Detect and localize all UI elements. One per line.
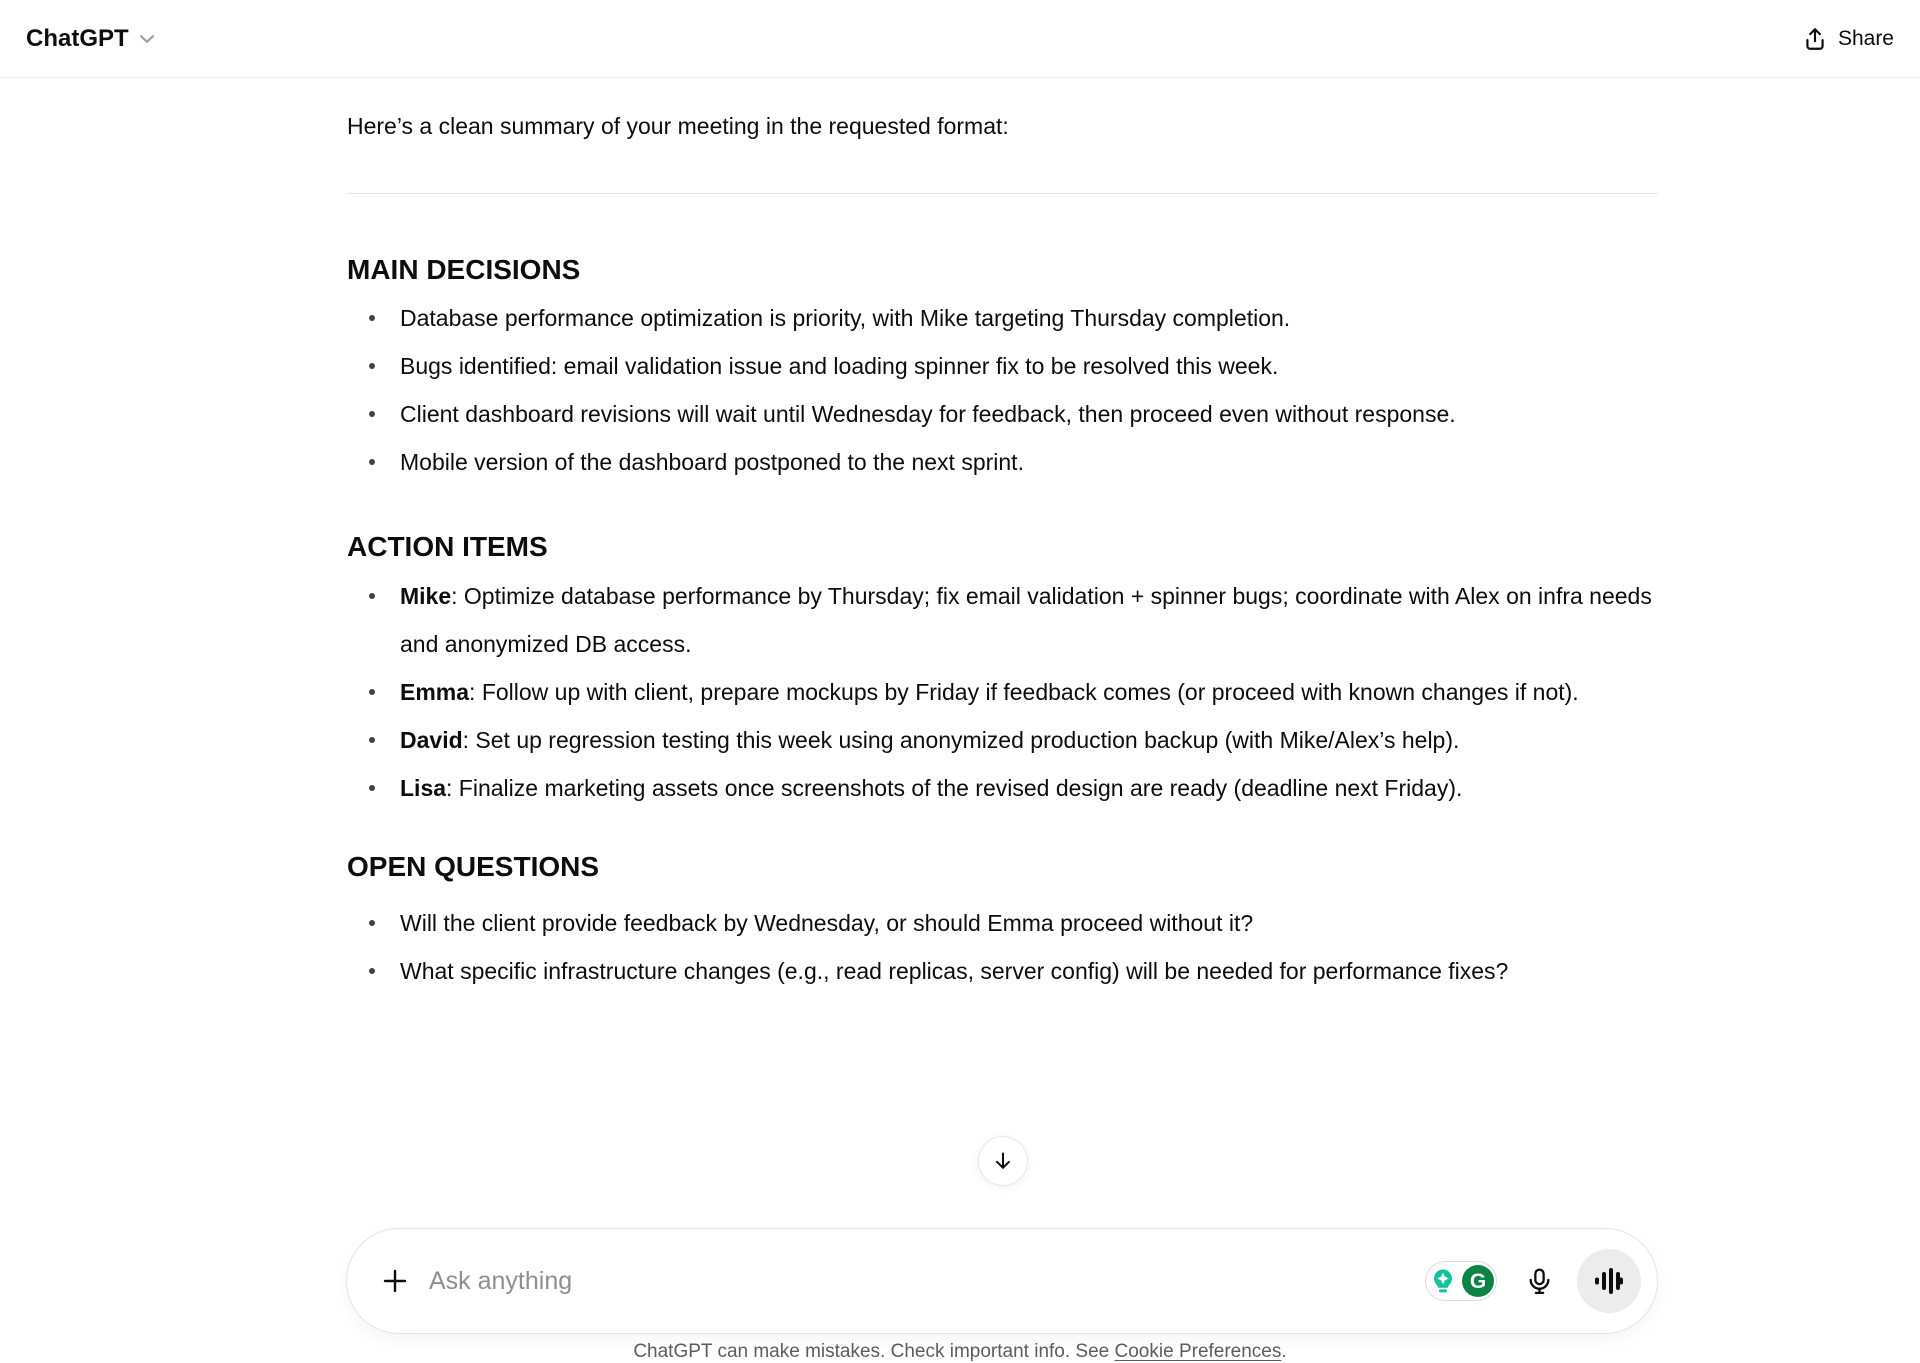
down-arrow-icon <box>991 1149 1015 1173</box>
chevron-down-icon <box>139 34 155 44</box>
share-label: Share <box>1837 26 1894 50</box>
section-heading-main-decisions: MAIN DECISIONS <box>347 254 581 285</box>
attach-button[interactable] <box>373 1259 417 1303</box>
main-decisions-list <box>347 294 1658 486</box>
model-switcher-button[interactable] <box>26 25 155 53</box>
message-input[interactable] <box>429 1267 1425 1296</box>
list-item: Lisa: Finalize marketing assets once screenshots of the revised design are ready (deadline next Friday). <box>347 764 1658 812</box>
action-items-list <box>347 572 1658 812</box>
assistant-message <box>347 0 1658 995</box>
list-item: Client dashboard revisions will wait until Wednesday for feedback, then proceed even without response. <box>347 390 1658 438</box>
share-upload-icon <box>1802 26 1828 52</box>
scroll-to-bottom-button[interactable] <box>978 1136 1028 1186</box>
assignee-name: Emma <box>400 679 470 705</box>
list-item: Will the client provide feedback by Wednesday, or should Emma proceed without it? <box>347 899 1658 947</box>
grammarly-logo-icon <box>1461 1264 1495 1298</box>
plus-icon <box>379 1265 411 1297</box>
voice-mode-icon <box>1591 1263 1627 1299</box>
message-intro: Here’s a clean summary of your meeting in the requested format: <box>347 113 1009 139</box>
list-item: David: Set up regression testing this week using anonymized production backup (with Mike/Alex’s help). <box>347 716 1658 764</box>
list-item: What specific infrastructure changes (e.g., read replicas, server config) will be needed for performance fixes? <box>347 947 1658 995</box>
section-heading-open-questions: OPEN QUESTIONS <box>347 851 600 882</box>
grammarly-suggestion-icon <box>1428 1266 1458 1296</box>
disclaimer-period: . <box>1281 1341 1287 1362</box>
svg-text:G: G <box>1469 1270 1486 1293</box>
disclaimer-footer <box>0 1341 1920 1363</box>
section-heading-action-items: ACTION ITEMS <box>347 531 548 562</box>
composer-bar[interactable] <box>346 1228 1658 1334</box>
open-questions-list <box>347 899 1658 995</box>
voice-mode-button[interactable] <box>1577 1249 1641 1313</box>
grammarly-extension-widget[interactable] <box>1425 1261 1497 1301</box>
share-button[interactable] <box>1802 26 1894 52</box>
cookie-preferences-link[interactable]: Cookie Preferences <box>1114 1341 1282 1362</box>
microphone-icon <box>1525 1267 1554 1296</box>
assignee-name: Lisa <box>400 775 447 801</box>
dictate-button[interactable] <box>1517 1259 1561 1303</box>
list-item: Emma: Follow up with client, prepare mockups by Friday if feedback comes (or proceed with known changes if not). <box>347 668 1658 716</box>
list-item: Mike: Optimize database performance by Thursday; fix email validation + spinner bugs; coordinate with Alex on infra needs and anonymized DB access. <box>347 572 1658 668</box>
list-item: Database performance optimization is priority, with Mike targeting Thursday completion. <box>347 294 1658 342</box>
assignee-name: David <box>400 727 463 753</box>
list-item: Bugs identified: email validation issue and loading spinner fix to be resolved this week. <box>347 342 1658 390</box>
header-bar <box>0 0 1920 78</box>
section-divider <box>347 193 1658 194</box>
app-title: ChatGPT <box>26 24 129 52</box>
disclaimer-text: ChatGPT can make mistakes. Check important info. See <box>633 1341 1115 1362</box>
assignee-name: Mike <box>400 583 452 609</box>
list-item: Mobile version of the dashboard postponed to the next sprint. <box>347 438 1658 486</box>
